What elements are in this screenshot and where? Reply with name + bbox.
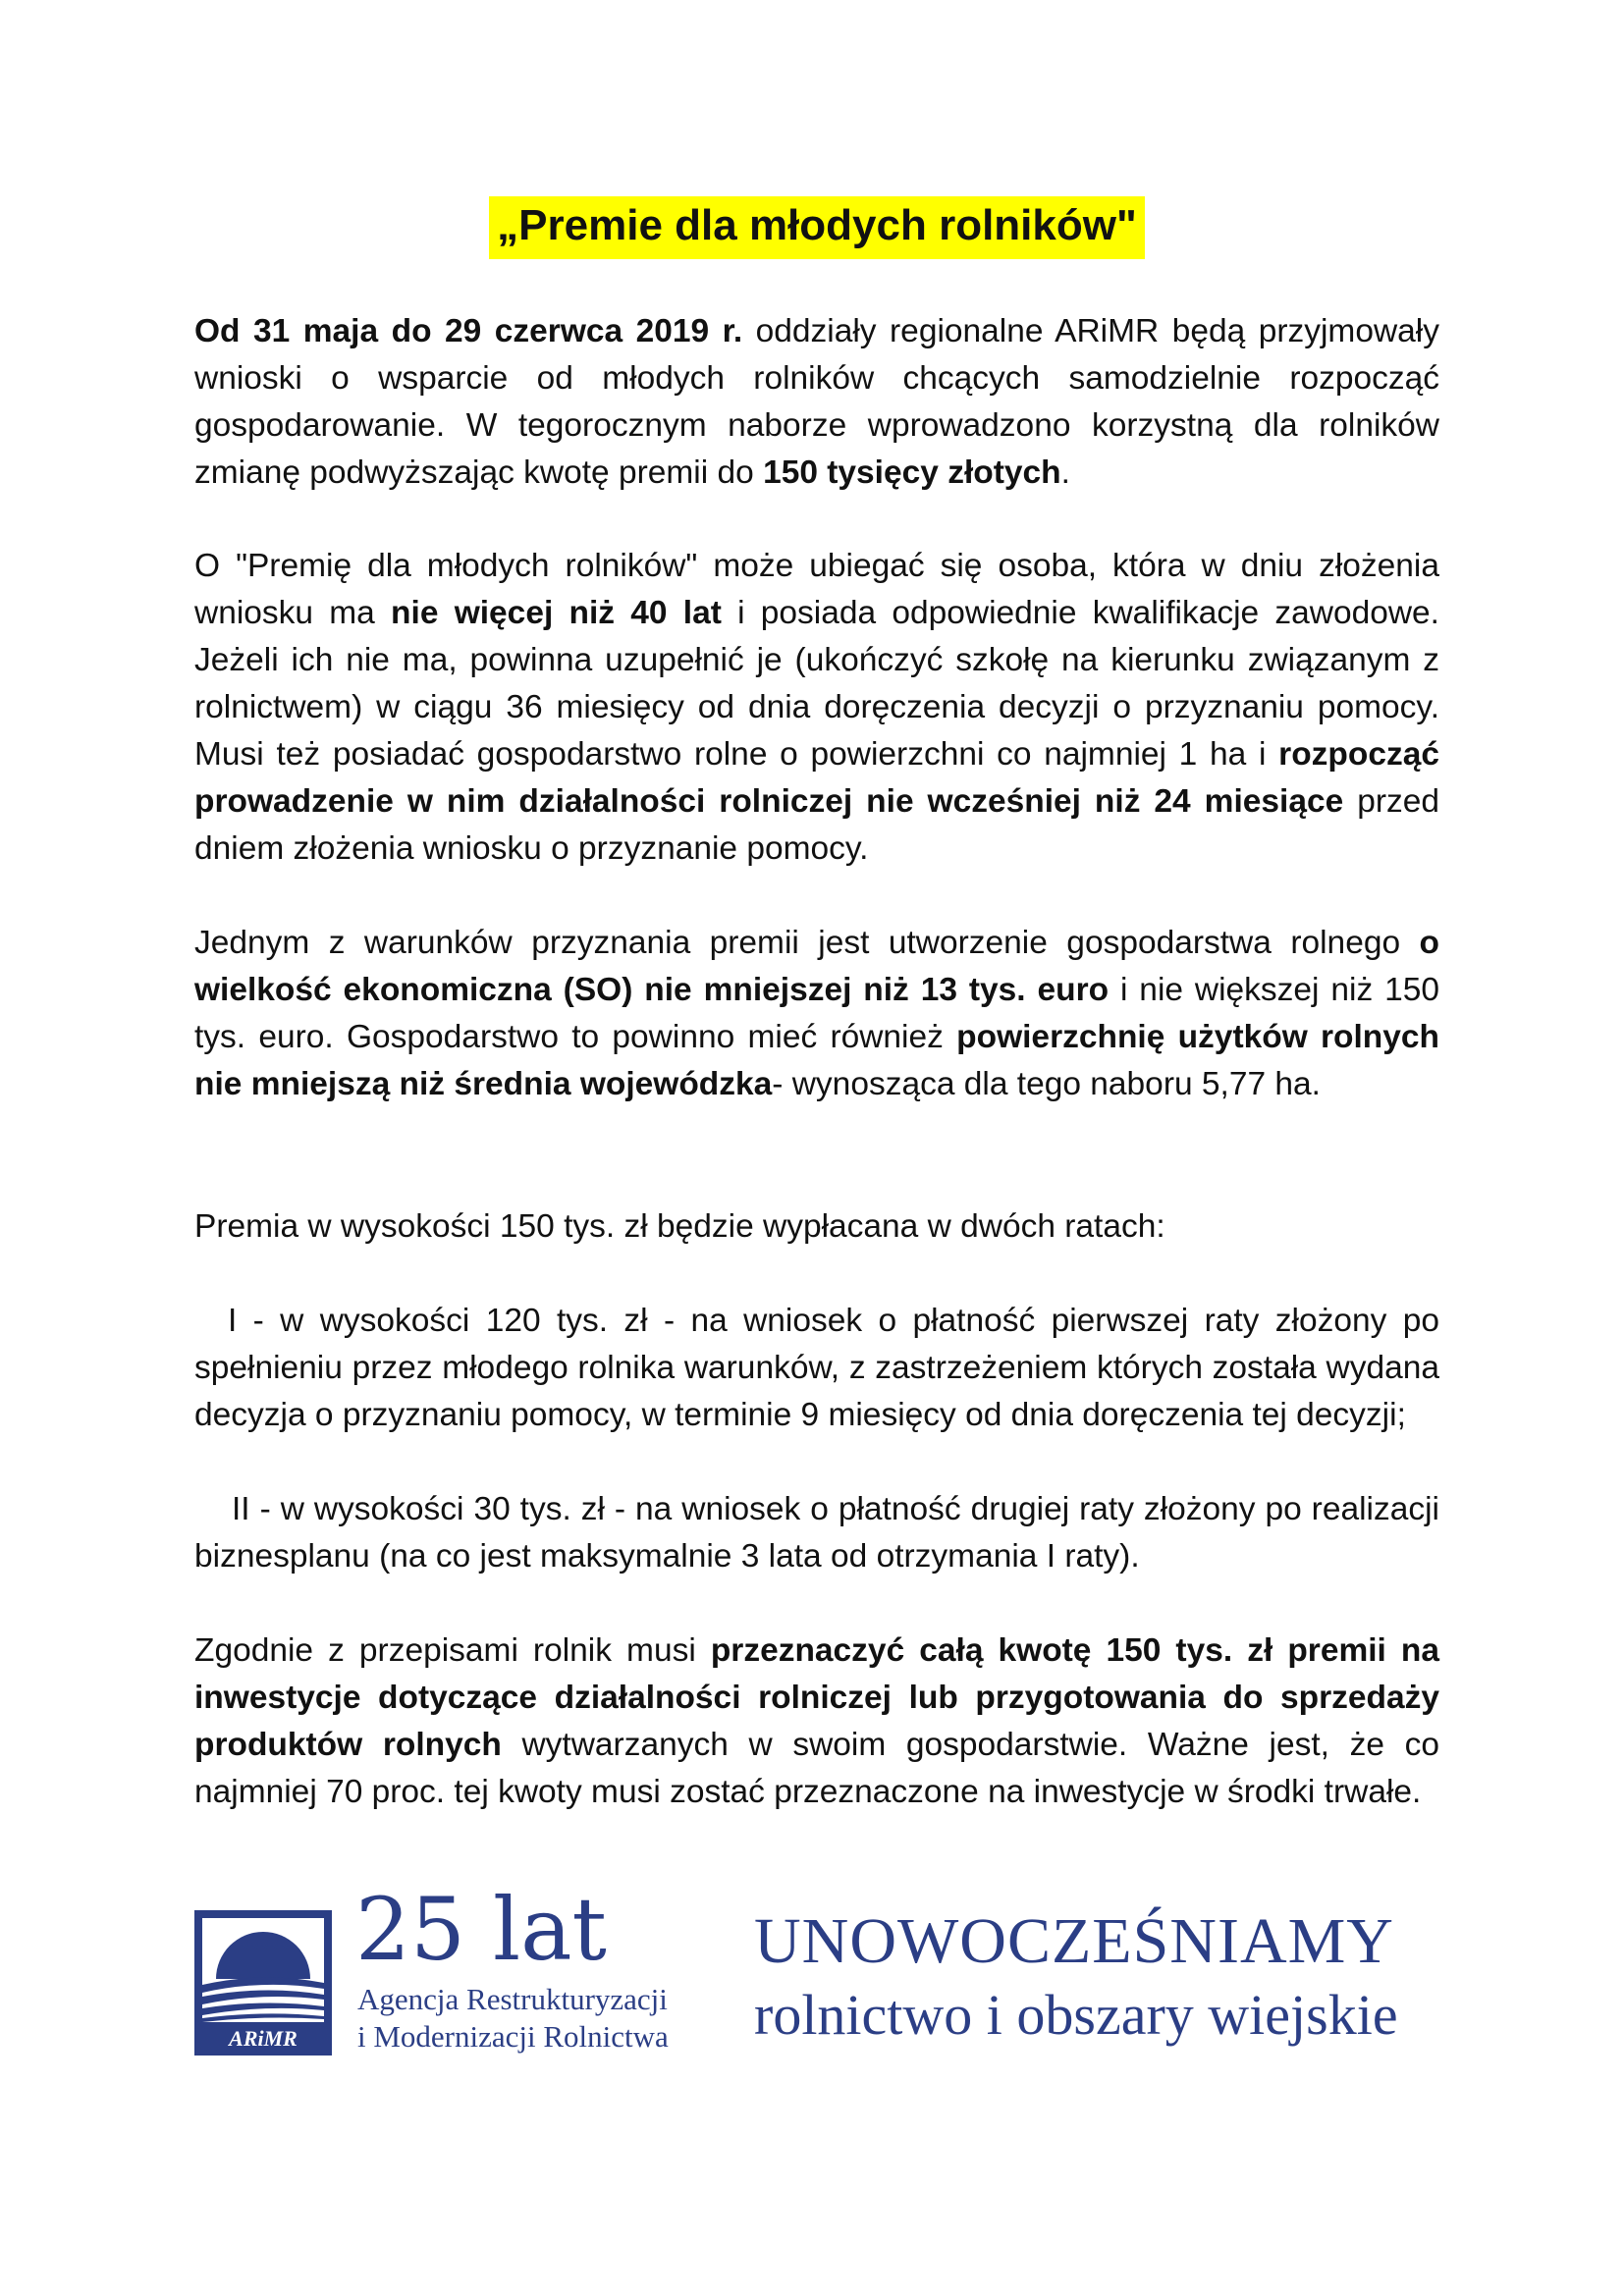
paragraph-text: i nie większej niż 150 tys. euro. Gospodarstwo to powinno mieć również — [194, 972, 1440, 1055]
paragraph-installment-2: II - w wysokości 30 tys. zł - na wniosek o płatność drugiej raty złożony po realizacji biznesplanu (na co jest maksymalnie 3 lata od otrzymania I raty). — [194, 1491, 1439, 1575]
agency-line-2: i Modernizacji Rolnictwa — [357, 2019, 669, 2054]
premium-amount: 150 tysięcy złotych — [763, 454, 1061, 491]
paragraph-text: wytwarzanych w swoim gospodarstwie. Ważne jest, że co najmniej 70 proc. tej kwoty musi zostać przeznaczone na inwestycje w środki trwałe. — [194, 1727, 1440, 1810]
activity-start-condition: rozpocząć prowadzenie w nim działalności rolniczej nie wcześniej niż 24 miesiące — [194, 736, 1439, 820]
page-title: „Premie dla młodych rolników" — [489, 196, 1145, 259]
paragraph-text: O "Premię dla młodych rolników" może ubiegać się osoba, która w dniu złożenia wniosku ma — [194, 548, 1439, 631]
slogan-line-2: rolnictwo i obszary wiejskie — [754, 1983, 1398, 2047]
agency-line-1: Agencja Restrukturyzacji — [357, 1982, 668, 2016]
arimr-logo-icon — [194, 1910, 332, 2056]
area-condition: powierzchnię użytków rolnych nie mniejszą niż średnia wojewódzka — [194, 1019, 1440, 1102]
title-wrap — [194, 196, 1439, 259]
paragraph-deadline — [194, 308, 1439, 497]
paragraph-text: Jednym z warunków przyznania premii jest utworzenie gospodarstwa rolnego — [194, 925, 1420, 961]
economic-size-condition: o wielkość ekonomiczna (SO) nie mniejszej niż 13 tys. euro — [194, 925, 1439, 1008]
agency-name — [357, 1981, 669, 2056]
paragraph-text: i posiada odpowiednie kwalifikacje zawodowe. Jeżeli ich nie ma, powinna uzupełnić je (ukończyć szkołę na kierunku związanym z rolnictwem) w ciągu 36 miesięcy od dnia doręczenia decyzji o przyznaniu pomocy. Musi też posiadać gospodarstwo rolne o powierzchni co najmniej 1 ha i — [194, 595, 1439, 773]
logo-mark-text: ARiMR — [229, 2026, 298, 2051]
deadline-dates: Od 31 maja do 29 czerwca 2019 r. — [194, 313, 743, 349]
paragraph-investment — [194, 1628, 1439, 1816]
paragraph-installment-1: I - w wysokości 120 tys. zł - na wniosek o płatność pierwszej raty złożony po spełnieniu przez młodego rolnika warunków, z zastrzeżeniem których została wydana decyzja o przyznaniu pomocy, w terminie 9 miesięcy od dnia doręczenia tej decyzji; — [194, 1303, 1439, 1433]
paragraph-text: Zgodnie z przepisami rolnik musi — [194, 1632, 711, 1669]
footer-branding — [194, 1879, 1439, 2081]
paragraph-text: przed dniem złożenia wniosku o przyznanie pomocy. — [194, 783, 1439, 867]
paragraph-installments-intro: Premia w wysokości 150 tys. zł będzie wypłacana w dwóch ratach: — [194, 1208, 1165, 1245]
paragraph-text: - wynosząca dla tego naboru 5,77 ha. — [772, 1066, 1321, 1102]
anniversary-years: 25 lat — [355, 1879, 607, 1980]
paragraph-text: oddziały regionalne ARiMR będą przyjmowały wnioski o wsparcie od młodych rolników chcących samodzielnie rozpocząć gospodarowanie. W tegorocznym naborze wprowadzono korzystną dla rolników zmianę podwyższając kwotę premii do — [194, 313, 1439, 491]
paragraph-eligibility — [194, 543, 1439, 873]
paragraph-farm-conditions — [194, 920, 1439, 1108]
investment-requirement: przeznaczyć całą kwotę 150 tys. zł premii na inwestycje dotyczące działalności rolniczej lub przygotowania do sprzedaży produktów rolnych — [194, 1632, 1439, 1763]
age-limit: nie więcej niż 40 lat — [391, 595, 722, 631]
paragraph-text: . — [1060, 454, 1070, 491]
slogan-line-1: UNOWOCZEŚNIAMY — [754, 1905, 1394, 1977]
